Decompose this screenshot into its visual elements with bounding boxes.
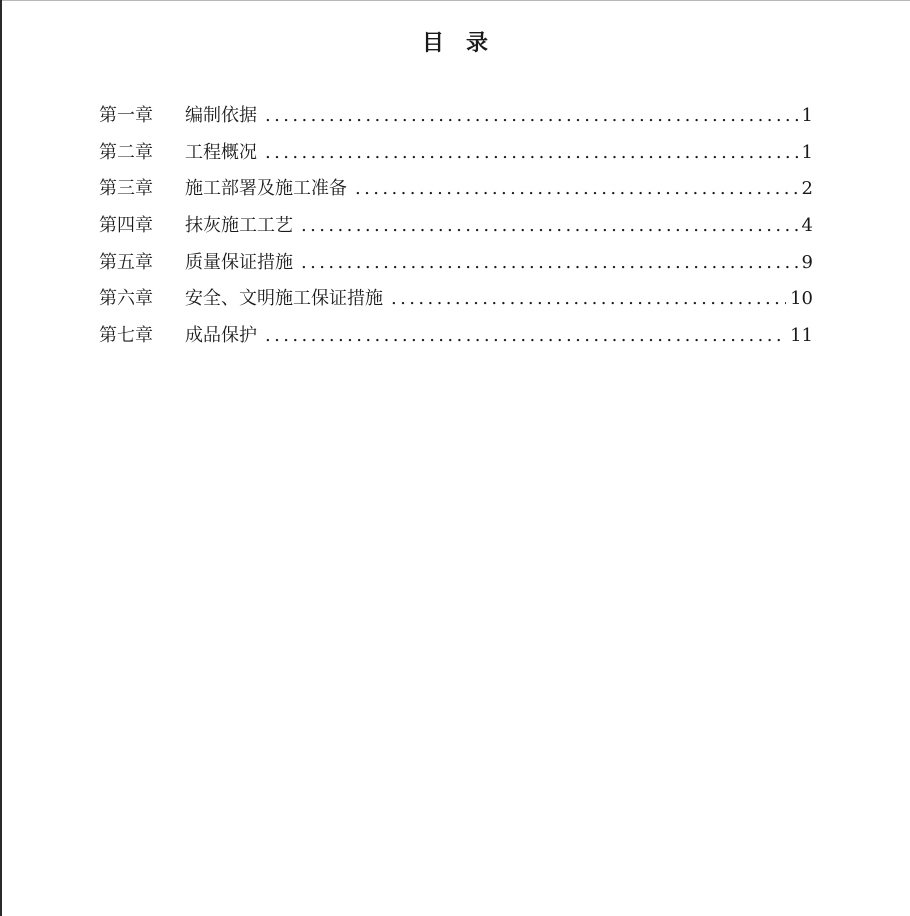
- toc-entry-6[interactable]: [99, 283, 813, 320]
- table-of-contents: [99, 100, 813, 357]
- toc-leader-dots: [301, 247, 798, 279]
- toc-page-number: 2: [801, 178, 813, 200]
- toc-chapter-number: 第六章: [99, 288, 153, 310]
- toc-leader-dots: [355, 173, 798, 205]
- toc-chapter-number: 第四章: [99, 215, 153, 237]
- toc-chapter-number: 第七章: [99, 325, 153, 347]
- toc-entry-5[interactable]: [99, 247, 813, 284]
- toc-chapter-heading: 工程概况: [185, 141, 257, 163]
- toc-leader-dots: [391, 283, 786, 315]
- toc-chapter-heading: 施工部署及施工准备: [185, 178, 347, 200]
- toc-chapter-heading: 抹灰施工工艺: [185, 215, 293, 237]
- toc-chapter-heading: 成品保护: [185, 325, 257, 347]
- toc-chapter-heading: 质量保证措施: [185, 251, 293, 273]
- page-title-second-char: 录: [466, 30, 489, 56]
- toc-chapter-heading: 编制依据: [185, 105, 257, 126]
- toc-chapter-number: 第二章: [99, 141, 153, 163]
- page-title: [0, 26, 910, 57]
- toc-entry-2[interactable]: [99, 137, 813, 174]
- toc-leader-dots: [265, 137, 798, 169]
- toc-entry-1[interactable]: [99, 100, 813, 137]
- toc-chapter-number: 第五章: [99, 251, 153, 273]
- toc-leader-dots: [265, 320, 786, 352]
- page-title-first-char: 目: [421, 30, 444, 56]
- toc-page-number: 1: [801, 141, 813, 163]
- toc-leader-dots: [301, 210, 798, 242]
- toc-chapter-number: 第一章: [99, 105, 153, 126]
- toc-entry-3[interactable]: [99, 173, 813, 210]
- page-edge-left: [0, 0, 2, 916]
- toc-page-number: 10: [790, 288, 813, 310]
- page-edge-top: [0, 0, 910, 1]
- toc-entry-4[interactable]: [99, 210, 813, 247]
- toc-page-number: 4: [801, 215, 813, 237]
- toc-leader-dots: [265, 100, 798, 132]
- toc-chapter-heading: 安全、文明施工保证措施: [185, 288, 383, 310]
- toc-entry-7[interactable]: [99, 320, 813, 357]
- toc-page-number: 11: [790, 325, 813, 347]
- toc-page-number: 9: [801, 251, 813, 273]
- toc-chapter-number: 第三章: [99, 178, 153, 200]
- toc-page-number: 1: [801, 105, 813, 126]
